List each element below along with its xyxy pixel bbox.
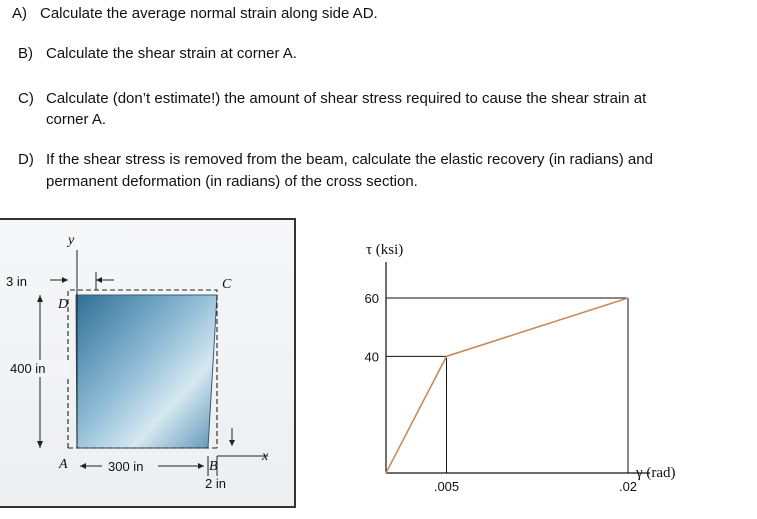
chart-layer <box>365 262 650 494</box>
bottom-dim-arrowhead-right <box>198 463 204 469</box>
question-c-label: C) <box>18 90 34 107</box>
question-d-label: D) <box>18 151 34 168</box>
y-tick-label: 40 <box>364 349 379 365</box>
question-b-label: B) <box>18 45 33 62</box>
corner-c-label: C <box>222 277 232 292</box>
top-dimension-label: 3 in <box>6 274 27 289</box>
stress-strain-curve <box>386 298 628 473</box>
left-dim-arrowhead-bottom <box>37 441 43 448</box>
left-dim-arrowhead-top <box>37 295 43 302</box>
question-a-text: Calculate the average normal strain along side AD. <box>40 5 378 22</box>
corner-a-label: A <box>59 457 68 472</box>
question-a-label: A) <box>12 5 27 22</box>
stress-strain-graph <box>340 228 757 508</box>
question-a <box>12 3 752 25</box>
corner-b-label: B <box>209 459 218 474</box>
x-axis-title: γ (rad) <box>636 465 676 481</box>
question-c-text-line2: corner A. <box>46 111 107 128</box>
question-b-text: Calculate the shear strain at corner A. <box>46 45 297 62</box>
question-d-text-line2: permanent deformation (in radians) of the cross section. <box>46 173 418 190</box>
corner-d-label: D <box>58 297 69 312</box>
y-axis-label: y <box>68 233 75 248</box>
top-dim-arrowhead-left <box>62 277 68 283</box>
x-tick-label: .02 <box>618 479 638 494</box>
right-dim-arrowhead-top <box>229 440 235 446</box>
question-c-text-line1: Calculate (don’t estimate!) the amount of shear stress required to cause the shear strain at <box>46 90 647 107</box>
right-bottom-dimension-label: 2 in <box>205 476 226 491</box>
bottom-dim-arrowhead-left <box>80 463 86 469</box>
y-tick-label: 60 <box>364 291 379 306</box>
stress-strain-chart <box>340 228 757 508</box>
y-axis-title: τ (ksi) <box>366 242 404 258</box>
bottom-dimension-label: 300 in <box>108 459 144 474</box>
question-c <box>18 88 748 132</box>
question-d-text-line1: If the shear stress is removed from the beam, calculate the elastic recovery (in radians) and <box>46 151 653 168</box>
question-b <box>18 43 748 65</box>
top-dim-arrowhead-right <box>96 277 102 283</box>
x-axis-label: x <box>262 449 269 464</box>
deformed-plate-figure <box>0 218 296 508</box>
deformed-plate <box>76 295 217 448</box>
x-tick-label: .005 <box>433 479 460 494</box>
left-dimension-label: 400 in <box>10 361 46 376</box>
question-d <box>18 149 748 193</box>
plate-diagram <box>0 220 296 510</box>
